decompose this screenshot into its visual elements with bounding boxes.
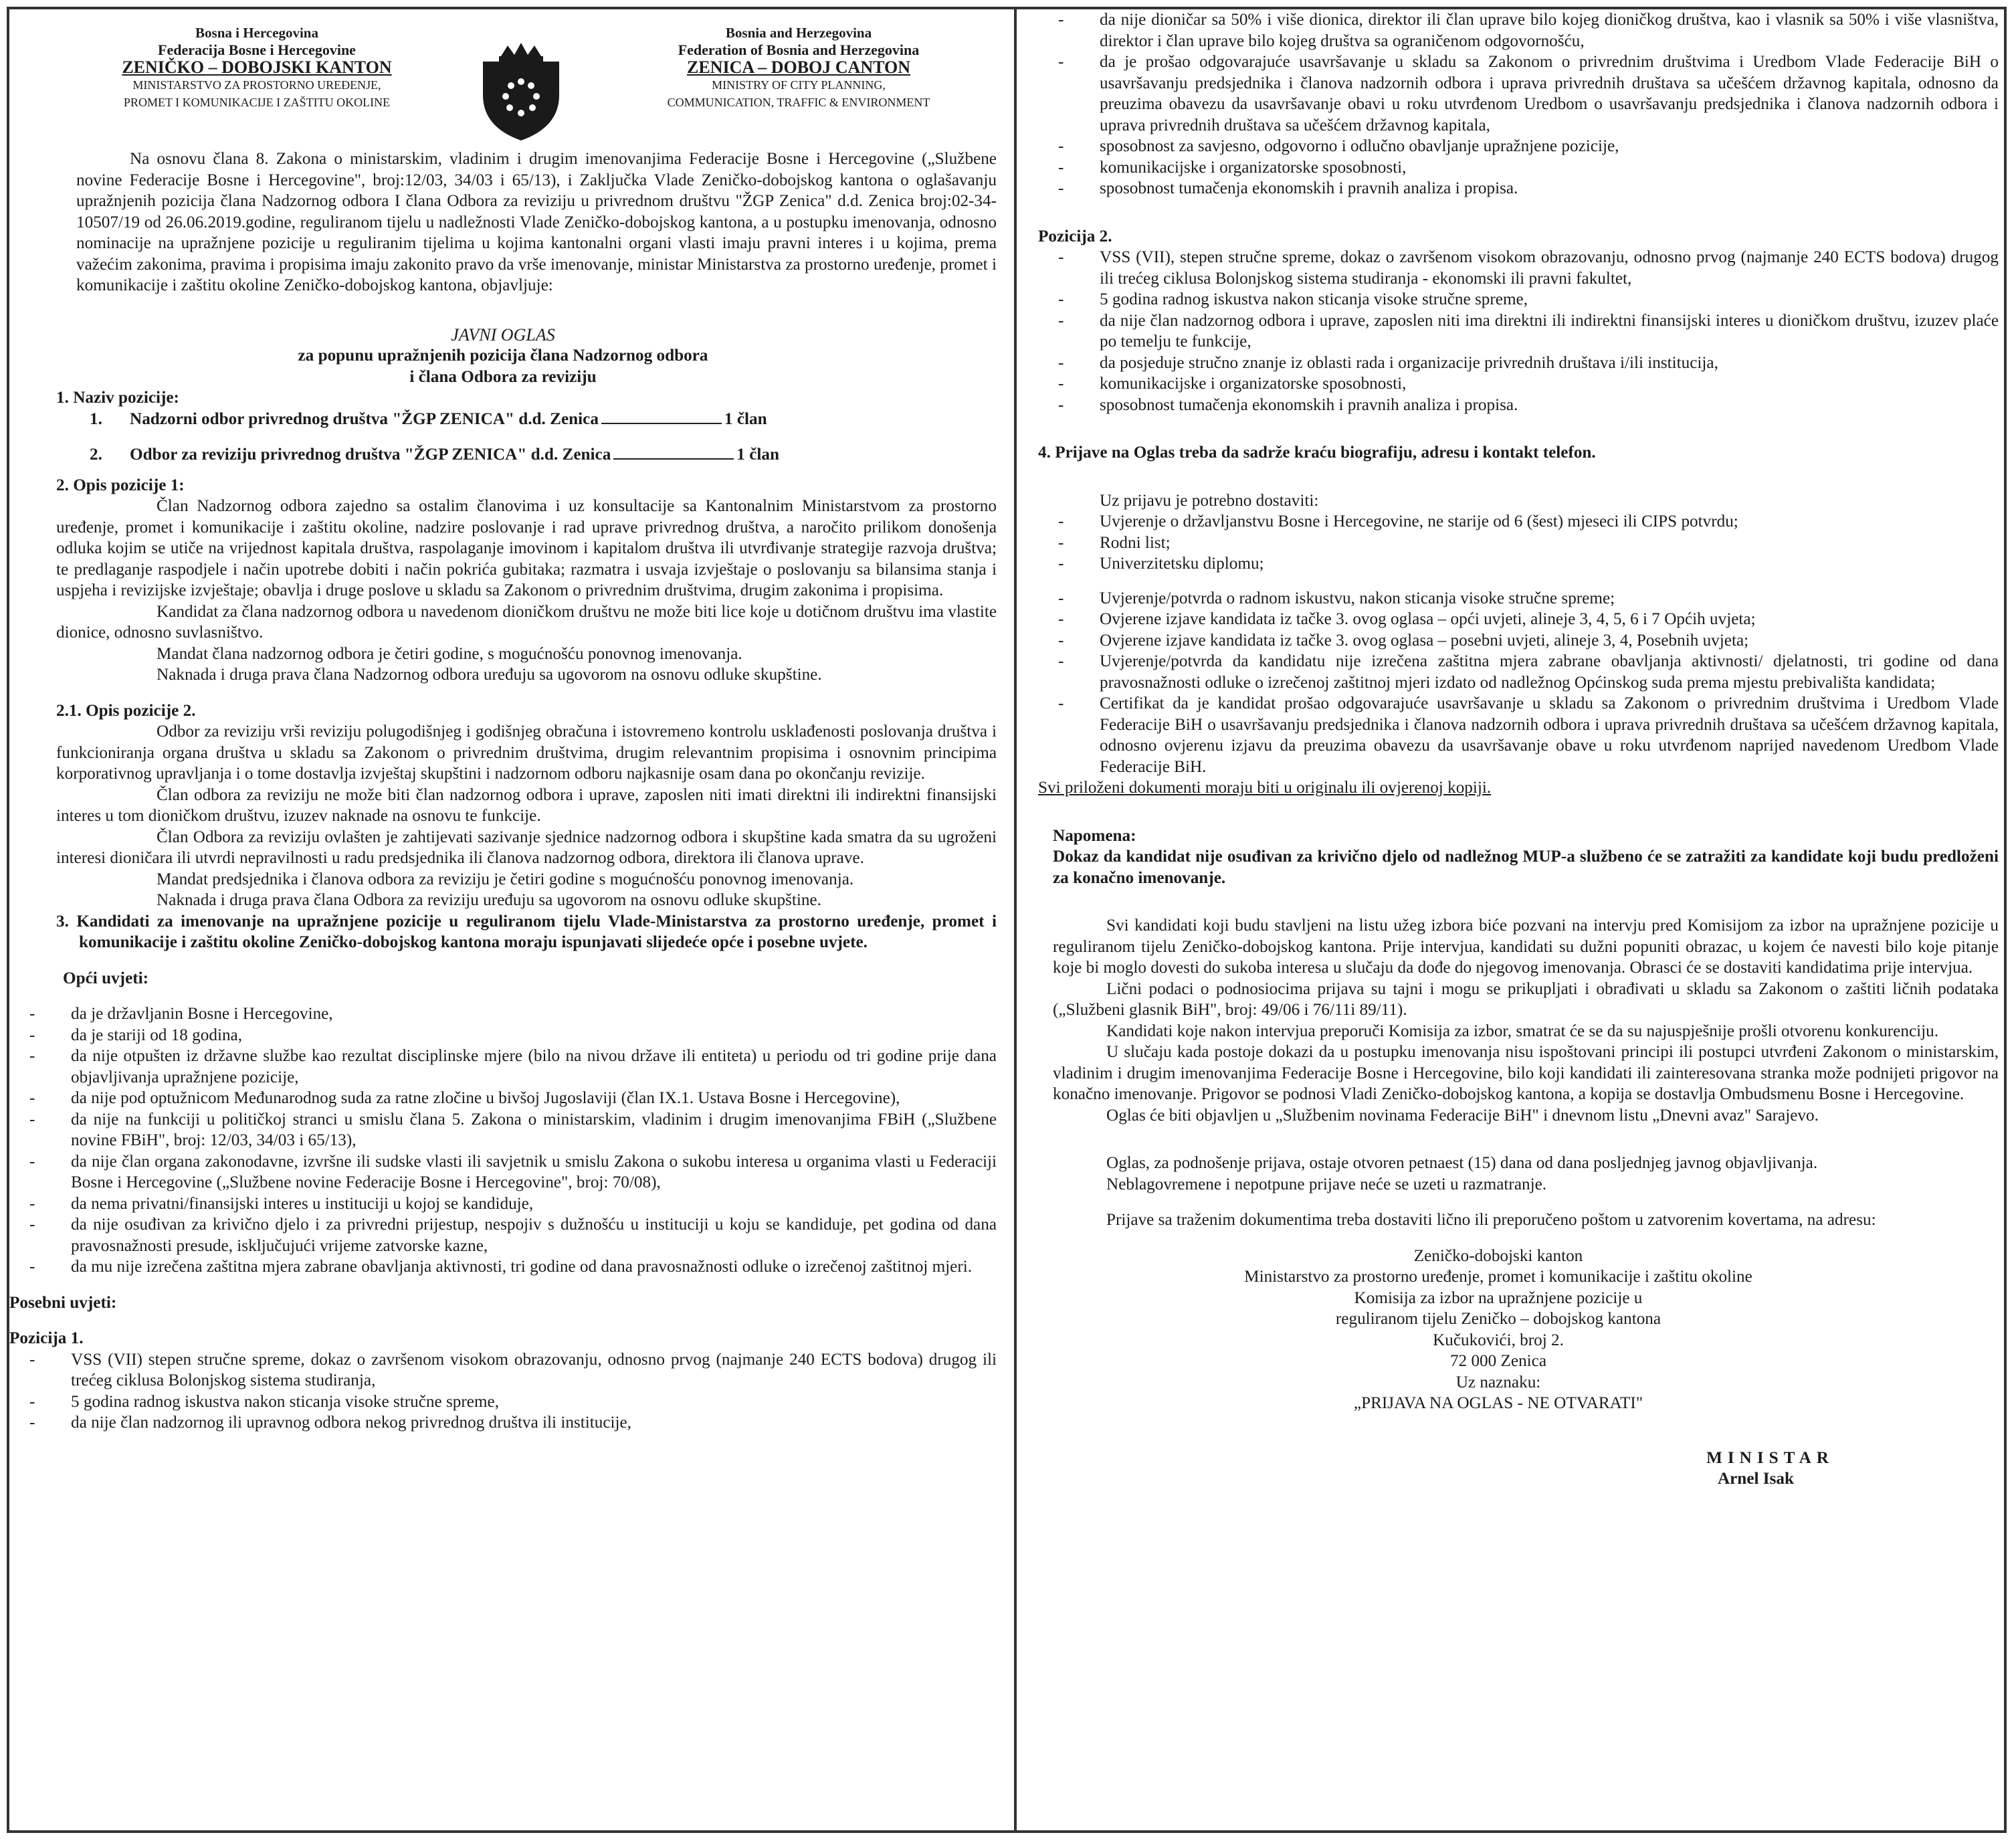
general-conditions-list bbox=[9, 1003, 997, 1278]
address-line: Zeničko-dobojski kanton bbox=[1413, 1246, 1583, 1265]
section-2-1-paragraph: Naknada i druga prava člana Odbora za reviziju uređuju sa ugovorom na osnovu odluke skupštine. bbox=[157, 891, 821, 909]
general-conditions-heading: Opći uvjeti: bbox=[63, 969, 149, 987]
section-3-heading: 3. Kandidati za imenovanje na upražnjene pozicije u reguliranom tijelu Vlade-Ministarstva za prostorno uređenje, promet i komunikacije i zaštitu okoline Zeničko-dobojskog kantona moraju ispunjavati slijedeće opće i posebne uvjete. bbox=[56, 912, 997, 951]
documents-list bbox=[1038, 511, 1999, 777]
position-item-2 bbox=[90, 444, 997, 466]
position-1-list-continued bbox=[1038, 9, 1999, 199]
list-item: - 5 godina radnog iskustva nakon sticanja visoke stručne spreme, bbox=[9, 1391, 997, 1413]
position-item-text: Nadzorni odbor privrednog društva "ŽGP ZENICA" d.d. Zenica bbox=[130, 409, 599, 428]
position-item-number: 1. bbox=[90, 409, 102, 428]
list-item: - da nije član nadzornog odbora i uprave, zaposlen niti ima direktni ili indirektni finansijski interes u dioničkom društvu, izuzev plaće po temelju te funkcije, bbox=[1038, 310, 1999, 353]
special-conditions-heading: Posebni uvjeti: bbox=[9, 1293, 117, 1312]
address-line: Ministarstvo za prostorno uređenje, promet i komunikacije i zaštitu okoline bbox=[1244, 1268, 1752, 1286]
section-4-heading: 4. Prijave na Oglas treba da sadrže kraću biografiju, adresu i kontakt telefon. bbox=[1038, 444, 1596, 462]
closing-paragraph: Oglas, za podnošenje prijava, ostaje otvoren petnaest (15) dana od dana posljednjeg javnog objavljivanja. bbox=[1106, 1154, 1818, 1172]
position-item-count: 1 član bbox=[724, 409, 767, 428]
notice-title: JAVNI OGLAS bbox=[451, 324, 555, 345]
list-item: - da nema privatni/finansijski interes u instituciji u kojoj se kandiduje, bbox=[9, 1193, 997, 1215]
closing-paragraph: Svi kandidati koji budu stavljeni na listu užeg izbora biće pozvani na intervju pred Komisijom za izbor na upražnjene pozicije u reguliranom tijelu Zeničko-dobojskog kantona. Prije intervjua, kandidati su dužni popuniti obrazac, u kojem će navesti bilo koje pitanje koje bi moglo dovesti do sukoba interesa u slučaju da dođe do njegovog imenovanja. Obrasci će se dostaviti kandidatima prije intervjua. bbox=[1053, 916, 1999, 977]
section-2-1-paragraph: Odbor za reviziju vrši reviziju polugodišnjeg i godišnjeg obračuna i istovremeno kontrolu usklađenosti poslovanja društva i funkcioniranja organa društva u skladu sa Zakonom o privrednim društvima, drugim relevantnim propisima i osnovnim principima korporativnog upravljanja i o tome dostavlja izvještaj skupštini i nadzornom odboru najkasnije osam dana po okončanju revizije. bbox=[56, 722, 997, 783]
blank-line bbox=[601, 423, 722, 424]
documents-intro: Uz prijavu je potrebno dostaviti: bbox=[1100, 491, 1319, 510]
list-item: - VSS (VII) stepen stručne spreme, dokaz o završenom visokom obrazovanju, odnosno prvog (najmanje 240 ECTS bodova) drugog ili trećeg ciklusa Bolonjskog sistema studiranja, bbox=[9, 1349, 997, 1391]
position-2-heading: Pozicija 2. bbox=[1038, 227, 1112, 246]
canton-name-en: ZENICA – DOBOJ CANTON bbox=[687, 58, 910, 77]
list-item: - 5 godina radnog iskustva nakon sticanja visoke stručne spreme, bbox=[1038, 289, 1999, 310]
list-item: - sposobnost za savjesno, odgovorno i odlučno obavljanje upražnjene pozicije, bbox=[1038, 136, 1999, 157]
closing-paragraph: Neblagovremene i nepotpune prijave neće se uzeti u razmatranje. bbox=[1106, 1175, 1547, 1193]
section-2-paragraph: Mandat člana nadzornog odbora je četiri godine, s mogućnošću ponovnog imenovanja. bbox=[157, 644, 742, 663]
right-column bbox=[1038, 9, 1999, 1490]
blank-line bbox=[613, 458, 734, 460]
list-item: - da nije pod optužnicom Međunarodnog suda za ratne zločine u bivšoj Jugoslaviji (član IX.1. Ustava Bosne i Hercegovine), bbox=[9, 1088, 997, 1109]
section-1-heading: 1. Naziv pozicije: bbox=[56, 389, 179, 407]
list-item: - Uvjerenje/potvrda o radnom iskustvu, nakon sticanja visoke stručne spreme; bbox=[1038, 588, 1999, 609]
list-item: - komunikacijske i organizatorske sposobnosti, bbox=[1038, 373, 1999, 395]
country-name: Bosna i Hercegovina bbox=[195, 25, 318, 41]
list-item: - da nije član nadzornog ili upravnog odbora nekog privrednog društva ili institucije, bbox=[9, 1412, 997, 1434]
list-item: - da nije otpušten iz državne službe kao rezultat disciplinske mjere (bilo na nivou države ili entiteta) u periodu od tri godine prije dana objavljivanja upražnjene pozicije, bbox=[9, 1046, 997, 1088]
closing-paragraph: Kandidati koje nakon intervjua preporuči Komisija za izbor, smatrat će se da su najuspješnije prošli otvorenu konkurenciju. bbox=[1106, 1022, 1939, 1040]
closing-paragraph: Oglas će biti objavljen u „Službenim novinama Federacije BiH" i dnevnom listu „Dnevni avaz" Sarajevo. bbox=[1106, 1106, 1819, 1125]
canton-name: ZENIČKO – DOBOJSKI KANTON bbox=[122, 58, 392, 77]
position-1-list bbox=[9, 1349, 997, 1434]
coat-of-arms-icon bbox=[478, 41, 565, 142]
ministry-line-1-en: MINISTRY OF CITY PLANNING, bbox=[712, 78, 886, 92]
section-2-1-paragraph: Mandat predsjednika i članova odbora za reviziju je četiri godine s mogućnošću ponovnog imenovanja. bbox=[157, 870, 854, 888]
list-item: - Ovjerene izjave kandidata iz tačke 3. ovog oglasa – opći uvjeti, alineje 3, 4, 5, 6 i 7 Općih uvjeta; bbox=[1038, 609, 1999, 630]
closing-section bbox=[1053, 915, 1999, 1231]
list-item: - VSS (VII), stepen stručne spreme, dokaz o završenom visokom obrazovanju, odnosno prvog (najmanje 240 ECTS bodova) drugog ili trećeg ciklusa Bolonjskog sistema studiranja - ekonomski ili pravni fakultet, bbox=[1038, 247, 1999, 289]
position-2-list bbox=[1038, 247, 1999, 415]
address-line: Kučukovići, broj 2. bbox=[1433, 1331, 1564, 1349]
address-line: Uz naznaku: bbox=[1455, 1373, 1541, 1391]
signature-name: Arnel Isak bbox=[1717, 1470, 1794, 1488]
section-2-1-body bbox=[56, 721, 997, 911]
section-2-body bbox=[56, 496, 997, 686]
mailing-address bbox=[998, 1246, 1999, 1414]
position-1-heading: Pozicija 1. bbox=[9, 1329, 84, 1347]
column-divider bbox=[1014, 7, 1017, 1833]
list-item: - sposobnost tumačenja ekonomskih i pravnih analiza i propisa. bbox=[1038, 395, 1999, 416]
federation-name-en: Federation of Bosnia and Herzegovina bbox=[678, 41, 920, 58]
section-2-1-paragraph: Član Odbora za reviziju ovlašten je zahtijevati sazivanje sjednice nadzornog odbora i skupštine kada smatra da su ugroženi interesi dioničara ili utvrdi nepravilnosti u radu predsjednika ili članova nadzornog odbora, direktora ili članova uprave. bbox=[56, 828, 997, 867]
list-item: - da je prošao odgovarajuće usavršavanje u skladu sa Zakonom o privrednim društvima i Uredbom Vlade Federacije BiH o usavršavanju predsjednika i članova nadzornih odbora i uprava privrednih društava sa učešćem državnog kapitala, odnosno da preuzima obavezu da usavršavanje obavi u roku utvrđenom Uredbom o usavršavanju predsjednika i članova nadzornih odbora i uprava privrednih društava sa učešćem državnog kapitala, bbox=[1038, 52, 1999, 136]
letterhead-left bbox=[70, 24, 444, 111]
closing-paragraph: Lični podaci o podnosiocima prijava su tajni i mogu se prikupljati i obrađivati u skladu sa Zakonom o zaštiti ličnih podataka („Službeni glasnik BiH", broj: 49/06 i 76/11i 89/11). bbox=[1053, 979, 1999, 1019]
section-2-1-heading: 2.1. Opis pozicije 2. bbox=[56, 701, 196, 720]
ministry-line-1: MINISTARSTVO ZA PROSTORNO UREĐENJE, bbox=[132, 78, 381, 92]
list-item: - da nije osuđivan za krivično djelo i za privredni prijestup, nespojiv s dužnošću u instituciji u koju se kandiduje, pet godina od dana pravosnažnosti presude, isključujući vrijeme zatvorske kazne, bbox=[9, 1214, 997, 1256]
note-text: Dokaz da kandidat nije osuđivan za krivično djelo od nadležnog MUP-a službeno će se zatražiti za kandidate koji budu predloženi za konačno imenovanje. bbox=[1053, 848, 1999, 887]
closing-paragraph: Prijave sa traženim dokumentima treba dostaviti lično ili preporučeno poštom u zatvorenim kovertama, na adresu: bbox=[1106, 1211, 1876, 1229]
position-item-text: Odbor za reviziju privrednog društva "ŽGP ZENICA" d.d. Zenica bbox=[130, 446, 611, 464]
list-item: - Ovjerene izjave kandidata iz tačke 3. ovog oglasa – posebni uvjeti, alineje 3, 4, Posebnih uvjeta; bbox=[1038, 630, 1999, 652]
letterhead bbox=[9, 15, 997, 149]
letterhead-right bbox=[611, 24, 986, 111]
list-item: - Uvjerenje/potvrda da kandidatu nije izrečena zaštitna mjera zabrane obavljanja aktivnosti/ djelatnosti, tri godine od dana pravosnažnosti odluke o izrečenoj zaštitnoj mjeri izdato od nadležnog Općinskog suda prema mjestu prebivališta kandidata; bbox=[1038, 651, 1999, 693]
list-item: - da nije na funkciji u političkoj stranci u smislu člana 5. Zakona o ministarskim, vladinim i drugim imenovanjima FBiH („Službene novine FBiH", broj: 12/03, 34/03 i 65/13), bbox=[9, 1109, 997, 1151]
list-item: - Certifikat da je kandidat prošao odgovarajuće usavršavanje u skladu sa Zakonom o privrednim društvima i Uredbom Vlade Federacije BiH o usavršavanju predsjednika i članova nadzornih odbora i uprava privrednih društava sa učešćem državnog kapitala, odnosno ovjerenu izjavu da preuzima obavezu da usavršavanje obave u roku utvrđenom naprijed navedenom Uredbom Vlade Federacije BiH. bbox=[1038, 693, 1999, 777]
list-item: - sposobnost tumačenja ekonomskih i pravnih analiza i propisa. bbox=[1038, 178, 1999, 199]
list-item: - komunikacijske i organizatorske sposobnosti, bbox=[1038, 157, 1999, 179]
position-item-1 bbox=[90, 409, 997, 430]
list-item: - da posjeduje stručno znanje iz oblasti rada i organizacije privrednih društava i/ili institucija, bbox=[1038, 353, 1999, 374]
section-2-paragraph: Kandidat za člana nadzornog odbora u navedenom dioničkom društvu ne može biti lice koje u dotičnom društvu ima vlastite dionice, odnosno suvlasništvo. bbox=[56, 602, 997, 642]
list-item: - da nije dioničar sa 50% i više dionica, direktor ili član uprave bilo kojeg dioničkog društva, kao i vlasnik sa 50% i više vlasništva, direktor i član uprave bilo kojeg društva sa ograničenom odgovornošću, bbox=[1038, 9, 1999, 52]
list-item: - Uvjerenje o državljanstvu Bosne i Hercegovine, ne starije od 6 (šest) mjeseci ili CIPS potvrdu; bbox=[1038, 511, 1999, 532]
intro-paragraph: Na osnovu člana 8. Zakona o ministarskim, vladinim i drugim imenovanjima Federacije Bosne i Hercegovine („Službene novine Federacije Bosne i Hercegovine", broj:12/03, 34/03 i 65/13), i Zaključka Vlade Zeničko-dobojskog kantona o oglašavanju upražnjenih pozicija člana Nadzornog odbora I člana Odbora za reviziju u privrednom društvu "ŽGP Zenica" d.d. Zenica broj:02-34-10507/19 od 26.06.2019.godine, reguliranom tijelu u nadležnosti Vlade Zeničko-dobojskog kantona, a u postupku imenovanja, odnosno nominacije na upražnjene pozicije u reguliranim tijelima u kojima kantonalni organi vlasti imaju pravni interes i u kojima, prema važećim zakonima, pravima i propisima imaju zakonito pravo da vrše imenovanje, ministar Ministarstva za prostorno uređenje, promet i komunikacije i zaštitu okoline Zeničko-dobojskog kantona, objavljuje: bbox=[76, 150, 997, 294]
notice-subtitle-2: i člana Odbora za reviziju bbox=[409, 367, 597, 386]
ministry-line-2-en: COMMUNICATION, TRAFFIC & ENVIRONMENT bbox=[667, 96, 930, 109]
list-item: - da mu nije izrečena zaštitna mjera zabrane obavljanja aktivnosti, tri godine od dana pravosnažnosti odluke o izrečenoj zaštitnoj mjeri. bbox=[9, 1256, 997, 1278]
list-item: - da je državljanin Bosne i Hercegovine, bbox=[9, 1003, 997, 1025]
section-2-paragraph: Naknada i druga prava člana Nadzornog odbora uređuju sa ugovorom na osnovu odluke skupštine. bbox=[157, 666, 822, 684]
notice-subtitle-1: za popunu upražnjenih pozicija člana Nadzornog odbora bbox=[298, 347, 708, 365]
original-documents-note: Svi priloženi dokumenti moraju biti u originalu ili ovjerenoj kopiji. bbox=[1038, 779, 1492, 797]
list-item: - Univerzitetsku diplomu; bbox=[1038, 553, 1999, 575]
list-item: - da nije član organa zakonodavne, izvršne ili sudske vlasti ili savjetnik u smislu Zakona o sukobu interesa u organima vlasti u Federaciji Bosne i Hercegovine („Službene novine Federacije Bosne i Hercegovine", broj: 70/08), bbox=[9, 1151, 997, 1193]
address-line: Komisija za izbor na upražnjene pozicije u bbox=[1354, 1288, 1643, 1307]
list-item: - da je stariji od 18 godina, bbox=[9, 1025, 997, 1046]
section-2-1-paragraph: Član odbora za reviziju ne može biti član nadzornog odbora i uprave, zaposlen niti imati direktni ili indirektni finansijski interes u tom dioničkom društvu, izuzev naknade na osnovu te funkcije. bbox=[56, 785, 997, 825]
federation-name: Federacija Bosne i Hercegovine bbox=[158, 41, 356, 58]
left-column bbox=[9, 15, 997, 1434]
closing-paragraph: U slučaju kada postoje dokazi da u postupku imenovanja nisu ispoštovani principi ili postupci utvrđeni Zakonom o ministarskim, vladinim i drugim imenovanjima Federacije Bosne i Hercegovine, bilo koji kandidati ili zainteresovana stranka može podnijeti prigovor na konačno imenovanje. Prigovor se podnosi Vladi Zeničko-dobojskog kantona, a kopija se dostavlja Ombudsmenu Bosne i Hercegovine. bbox=[1053, 1043, 1999, 1103]
address-line: reguliranom tijelu Zeničko – dobojskog kantona bbox=[1335, 1310, 1661, 1328]
list-item: - Rodni list; bbox=[1038, 532, 1999, 554]
address-line: 72 000 Zenica bbox=[1449, 1352, 1547, 1370]
section-2-paragraph: Član Nadzornog odbora zajedno sa ostalim članovima i uz konsultacije sa Kantonalnim Ministarstvom za prostorno uređenje, promet i komunikacije i zaštitu okoline, nadzire poslovanje i rad uprave privrednog društva, a naročito prilikom donošenja odluka kojim se utiče na vrijednost kapitala društva, raspolaganje imovinom i kapitalom društva ili utvrđivanje strategije razvoja društva; te predlaganje raspodjele i način upotrebe dobiti i način pokrića gubitaka; razmatra i usvaja izvještaje o poslovanju sa bilansima stanja i uspjeha i revizijske izvještaje; obavlja i druge poslove u skladu sa Zakonom o privrednim društvima, drugim zakonima i propisima. bbox=[56, 497, 997, 599]
address-line: „PRIJAVA NA OGLAS - NE OTVARATI" bbox=[1353, 1394, 1643, 1412]
position-item-number: 2. bbox=[90, 446, 102, 464]
signature-title: MINISTAR bbox=[1706, 1448, 1834, 1467]
country-name-en: Bosnia and Herzegovina bbox=[725, 25, 872, 41]
position-item-count: 1 član bbox=[736, 446, 779, 464]
note-heading: Napomena: bbox=[1053, 826, 1136, 845]
section-2-heading: 2. Opis pozicije 1: bbox=[56, 476, 185, 494]
ministry-line-2: PROMET I KOMUNIKACIJE I ZAŠTITU OKOLINE bbox=[123, 96, 391, 109]
